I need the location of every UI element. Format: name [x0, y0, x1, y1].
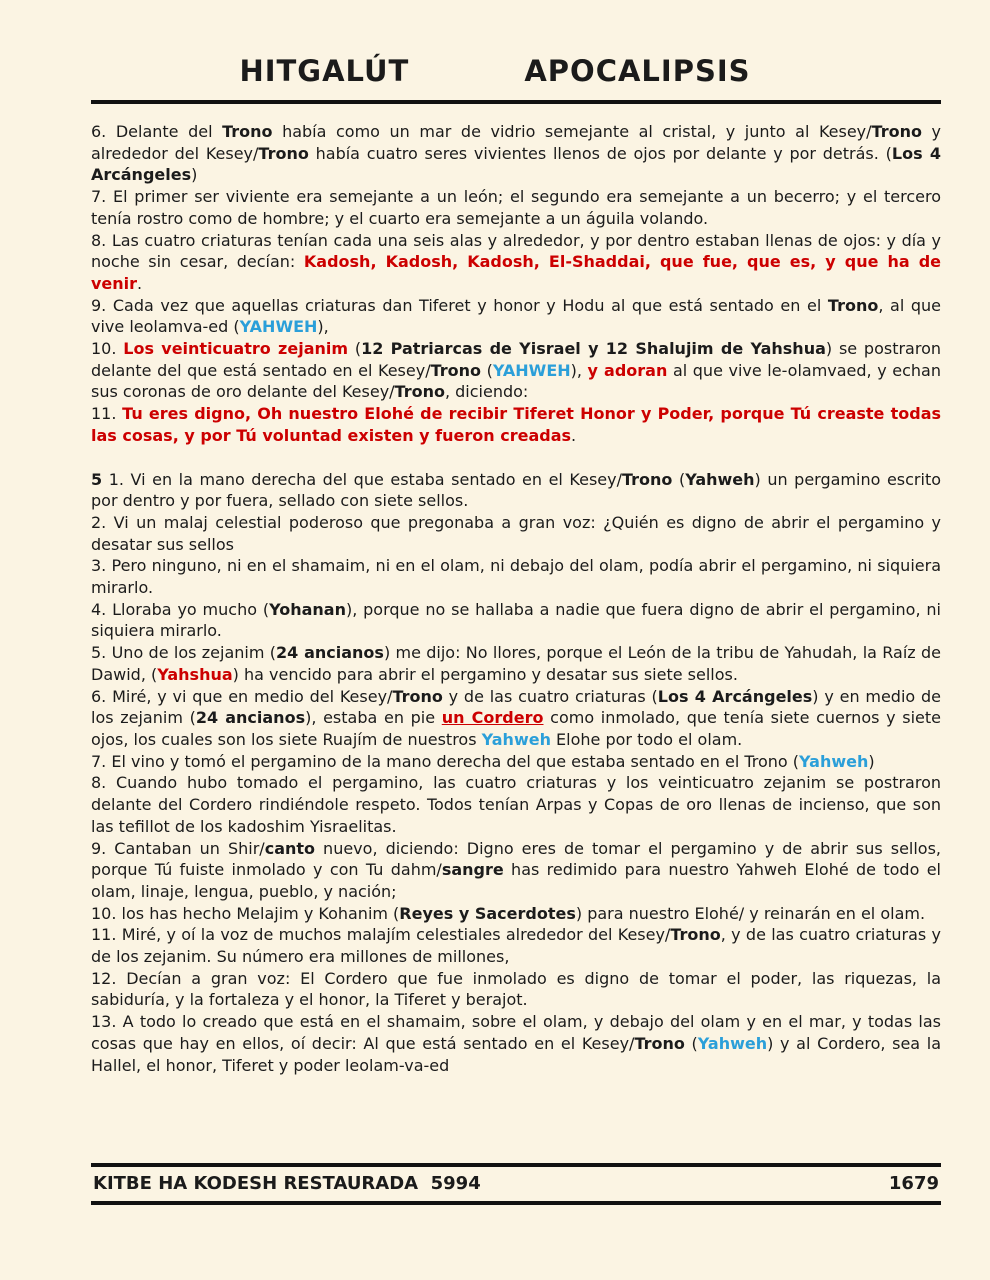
text-segment: Yahweh — [685, 469, 755, 489]
text-segment: Trono — [634, 1033, 685, 1053]
verse-paragraph — [91, 230, 941, 295]
verse-paragraph — [91, 469, 941, 512]
text-segment: Yahweh — [799, 751, 869, 771]
text-segment: Trono — [394, 382, 445, 402]
text-segment: ) y al Cordero, sea la Hallel, el honor, Tiferet y poder leolam-va-ed — [91, 1033, 942, 1075]
verse-paragraph — [91, 555, 941, 598]
verse-paragraph — [91, 968, 941, 1011]
text-segment: ), estaba en pie — [305, 708, 442, 728]
text-segment: Kadosh, Kadosh, Kadosh, El-Shaddai, que fue, que es, y que ha de venir — [91, 252, 942, 293]
text-segment: había cuatro seres vivientes llenos de ojos por delante y por detrás. ( — [308, 143, 892, 163]
verse-paragraph — [91, 772, 941, 837]
document-body — [91, 121, 941, 1076]
text-segment: 7. El primer ser viviente era semejante a un león; el segundo era semejante a un becerro; y el tercero tenía rostro como de hombre; y el cuarto era semejante a un águila volando. — [91, 187, 941, 228]
text-segment: . — [137, 273, 143, 293]
text-segment: , al que vive leolamva-ed ( — [91, 295, 941, 337]
text-segment: canto — [264, 838, 316, 858]
verse-paragraph — [91, 121, 941, 186]
text-segment: 8. Las cuatro criaturas tenían cada una seis alas y alrededor, y por dentro estaban llenas de ojos: y día y noche sin cesar, decían: — [91, 230, 941, 272]
text-segment: Trono — [258, 143, 309, 163]
text-segment: ) ha vencido para abrir el pergamino y desatar sus siete sellos. — [232, 664, 738, 684]
text-segment: había como un mar de vidrio semejante al cristal, y junto al Kesey/ — [272, 122, 872, 141]
verse-paragraph — [91, 186, 941, 229]
text-segment: Trono — [622, 469, 673, 489]
text-segment: 6. Miré, y vi que en medio del Kesey/ — [91, 686, 393, 706]
text-segment: Los 4 Arcángeles — [91, 143, 941, 185]
text-segment: Yohanan — [269, 599, 346, 619]
text-segment: 2. Vi un malaj celestial poderoso que pregonaba a gran voz: ¿Quién es digno de abrir el pergamino y desatar sus sellos — [91, 512, 941, 554]
text-segment: Trono — [871, 122, 922, 141]
verse-paragraph — [91, 512, 941, 555]
verse-paragraph — [91, 642, 941, 685]
text-segment: 24 ancianos — [195, 708, 306, 728]
text-segment: Trono — [430, 360, 482, 380]
text-segment: 10. — [91, 339, 124, 359]
verse-paragraph — [91, 751, 941, 773]
footer-page-number: 1679 — [888, 1173, 939, 1194]
text-segment: . — [571, 425, 577, 445]
text-segment: ) se postraron delante del que está sentado en el Kesey/ — [91, 339, 942, 380]
text-segment: 24 ancianos — [276, 643, 384, 663]
text-segment: Reyes y Sacerdotes — [399, 903, 576, 923]
verse-paragraph — [91, 1011, 941, 1076]
text-segment: , y de las cuatro criaturas y de los zejanim. Su número era millones de millones, — [91, 925, 941, 967]
text-segment: YAHWEH — [239, 317, 318, 337]
text-segment: 3. Pero ninguno, ni en el shamaim, ni en el olam, ni debajo del olam, podía abrir el pergamino, ni siquiera mirarlo. — [91, 556, 941, 598]
text-segment: y alrededor del Kesey/ — [91, 122, 942, 163]
text-segment: ) y en medio de los zejanim ( — [91, 686, 941, 728]
footer-edition-text: KITBE HA KODESH RESTAURADA 5994 — [93, 1173, 481, 1194]
page-footer — [91, 1163, 941, 1205]
text-segment: ( — [348, 339, 362, 359]
text-segment: 5 — [91, 469, 103, 489]
verse-paragraph — [91, 838, 941, 903]
verse-paragraph — [91, 599, 941, 642]
text-segment: Trono — [827, 295, 879, 315]
book-title-spanish: APOCALIPSIS — [524, 54, 751, 88]
text-segment: ( — [672, 469, 686, 489]
text-segment: Trono — [392, 686, 443, 706]
verse-paragraph — [91, 295, 941, 338]
text-segment: 11. — [91, 404, 123, 424]
text-segment: 6. Delante del — [91, 122, 223, 141]
text-segment: Trono — [670, 925, 721, 945]
text-segment: 5. Uno de los zejanim ( — [91, 643, 276, 663]
text-segment: sangre — [441, 860, 504, 880]
text-segment: 4. Lloraba yo mucho ( — [91, 599, 270, 619]
text-segment: 12. Decían a gran voz: El Cordero que fue inmolado es digno de tomar el poder, las riquezas, la sabiduría, y la fortaleza y el honor, la Tiferet y berajot. — [91, 968, 941, 1010]
text-segment: ) — [868, 751, 875, 771]
text-segment: ) — [191, 165, 198, 185]
text-segment: 9. Cantaban un Shir/ — [91, 838, 265, 858]
text-segment: ( — [684, 1033, 698, 1053]
text-segment: al que vive le-olamvaed, y echan sus coronas de oro delante del Kesey/ — [91, 360, 941, 402]
text-segment: 12 Patriarcas de Yisrael y 12 Shalujim de Yahshua — [361, 339, 826, 359]
text-segment: YAHWEH — [492, 360, 571, 380]
text-segment: Los veinticuatro zejanim — [123, 339, 349, 359]
text-segment: y adoran — [587, 360, 668, 380]
text-segment: 9. Cada vez que aquellas criaturas dan Tiferet y honor y Hodu al que está sentado en el — [91, 295, 828, 315]
header-rule — [91, 100, 941, 104]
text-segment: ( — [481, 360, 493, 380]
verse-paragraph — [91, 338, 941, 403]
text-segment: ) me dijo: No llores, porque el León de la tribu de Yahudah, la Raíz de Dawid, ( — [91, 643, 942, 684]
verse-paragraph — [91, 686, 941, 751]
text-segment: Los 4 Arcángeles — [657, 686, 813, 706]
verse-paragraph — [91, 924, 941, 967]
text-segment: ), porque no se hallaba a nadie que fuera digno de abrir el pergamino, ni siquiera mirarlo. — [91, 599, 941, 641]
text-segment: ) un pergamino escrito por dentro y por fuera, sellado con siete sellos. — [91, 469, 942, 511]
text-segment: Yahweh — [697, 1033, 768, 1053]
text-segment: 13. A todo lo creado que está en el shamaim, sobre el olam, y debajo del olam y en el mar, y todas las cosas que hay en ellos, oí decir: Al que está sentado en el Kesey/ — [91, 1012, 941, 1053]
text-segment: 10. los has hecho Melajim y Kohanim ( — [91, 903, 400, 923]
text-segment: 7. El vino y tomó el pergamino de la mano derecha del que estaba sentado en el Trono ( — [91, 751, 800, 771]
text-segment: 1. Vi en la mano derecha del que estaba sentado en el Kesey/ — [102, 469, 622, 489]
text-segment: ) para nuestro Elohé/ y reinarán en el olam. — [575, 903, 926, 923]
text-segment: como inmolado, que tenía siete cuernos y siete ojos, los cuales son los siete Ruajím de nuestros — [91, 708, 941, 749]
verse-paragraph — [91, 403, 941, 446]
text-segment: ), — [570, 360, 588, 380]
text-segment: , diciendo: — [444, 382, 529, 402]
book-title-hebrew: HITGALÚT — [239, 54, 410, 88]
text-segment: nuevo, diciendo: Digno eres de tomar el pergamino y de abrir sus sellos, porque Tú fuiste inmolado y con Tu dahm/ — [91, 838, 942, 880]
text-segment: y de las cuatro criaturas ( — [442, 686, 658, 706]
text-segment: ), — [317, 317, 329, 337]
text-segment: Yahshua — [157, 664, 233, 684]
verse-paragraph — [91, 903, 941, 925]
text-segment: 8. Cuando hubo tomado el pergamino, las cuatro criaturas y los veinticuatro zejanim se postraron delante del Cordero rindiéndole respeto. Todos tenían Arpas y Copas de oro llenas de incienso, que son las tefillot de los kadoshim Yisraelitas. — [91, 773, 941, 836]
page-header — [0, 0, 990, 88]
text-segment: 11. Miré, y oí la voz de muchos malajím celestiales alrededor del Kesey/ — [91, 925, 671, 945]
text-segment: Elohe por todo el olam. — [550, 729, 743, 749]
text-segment: Tu eres digno, Oh nuestro Elohé de recibir Tiferet Honor y Poder, porque Tú creaste todas las cosas, y por Tú voluntad existen y fueron creadas — [91, 404, 942, 445]
footer-bottom-rule — [91, 1201, 941, 1205]
text-segment: Trono — [222, 122, 273, 141]
text-segment: Yahweh — [481, 729, 551, 749]
text-segment: has redimido para nuestro Yahweh Elohé de todo el olam, linaje, lengua, pueblo, y nación; — [91, 860, 941, 901]
text-segment: un Cordero — [441, 708, 544, 728]
